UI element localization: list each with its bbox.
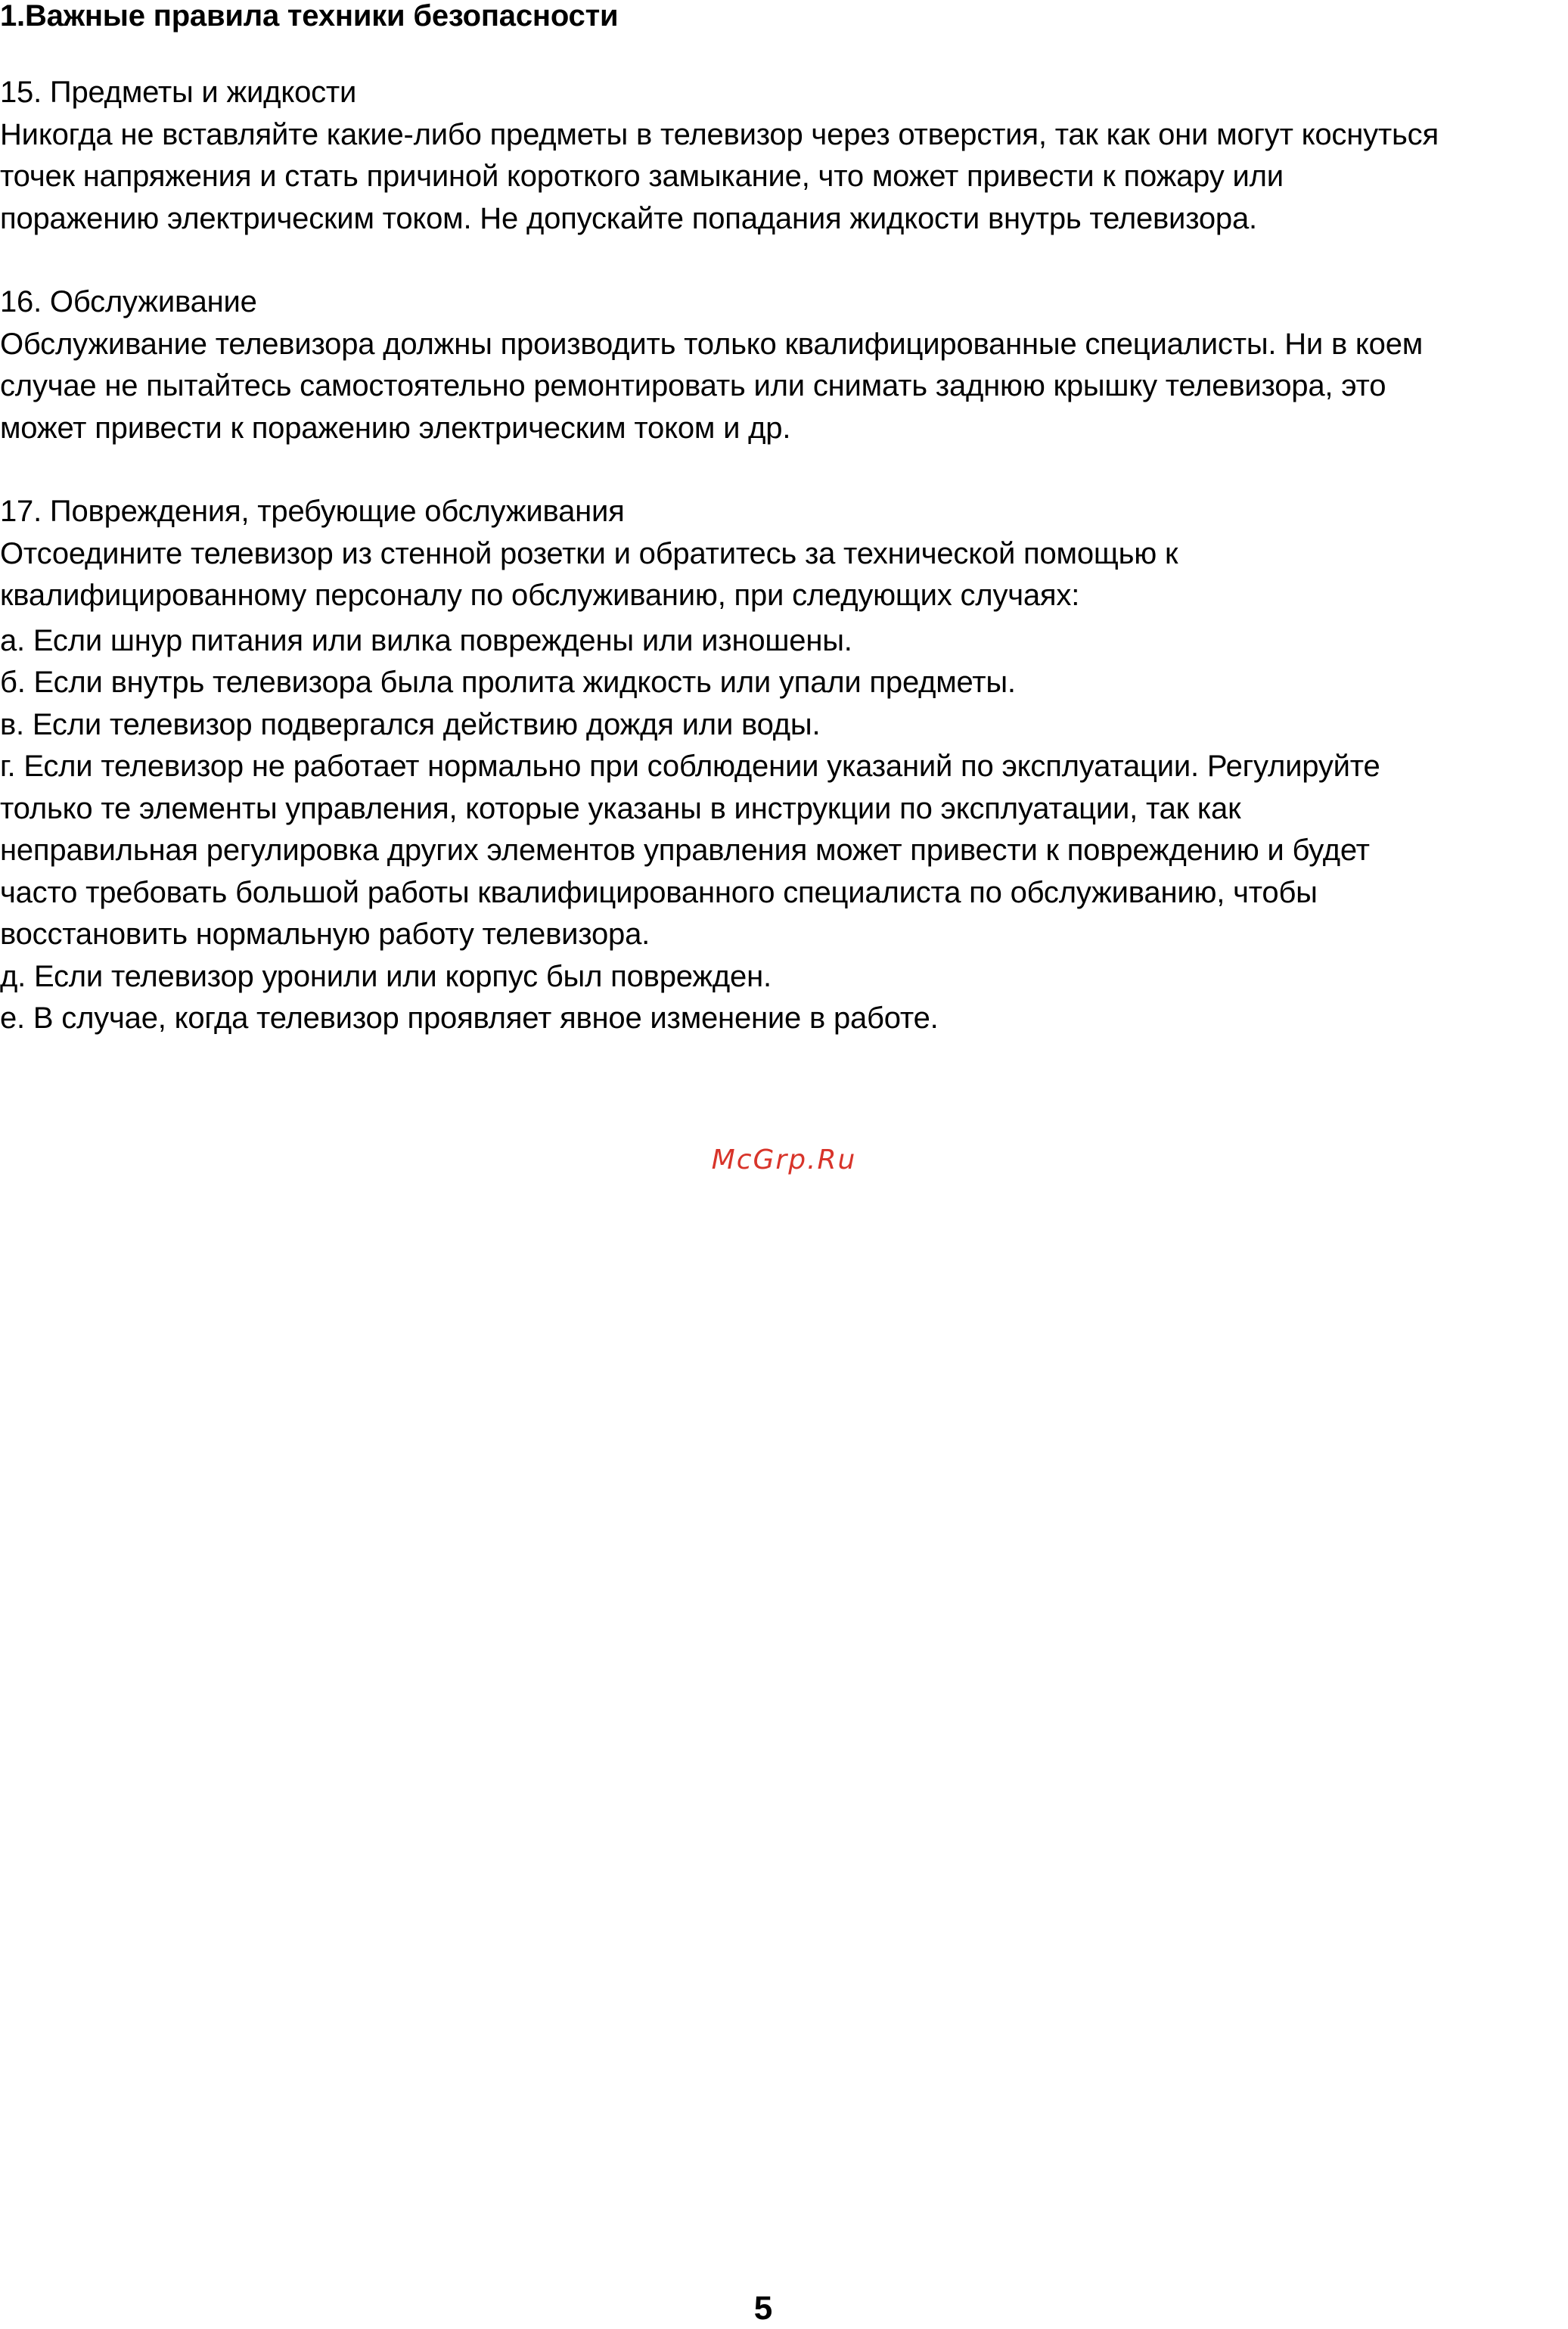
watermark-text: McGrp.Ru: [711, 1144, 857, 1175]
paragraph-line: квалифицированному персоналу по обслуживанию, при следующих случаях:: [0, 579, 1080, 612]
list-item: восстановить нормальную работу телевизора.: [0, 918, 650, 951]
section-title: 17. Повреждения, требующие обслуживания: [0, 495, 625, 528]
page-number: 5: [753, 2290, 773, 2327]
section-title: 16. Обслуживание: [0, 285, 257, 318]
list-item: д. Если телевизор уронили или корпус был поврежден.: [0, 959, 772, 993]
section-17: [0, 491, 1568, 1040]
section-title: 15. Предметы и жидкости: [0, 76, 357, 109]
list-item: б. Если внутрь телевизора была пролита жидкость или упали предметы.: [0, 666, 1016, 699]
section-16: [0, 281, 1568, 449]
conditions-list: [0, 620, 1568, 1040]
paragraph-line: Никогда не вставляйте какие-либо предметы в телевизор через отверстия, так как они могут коснуться: [0, 117, 1439, 151]
list-item: е. В случае, когда телевизор проявляет явное изменение в работе.: [0, 1001, 939, 1035]
section-15: [0, 72, 1568, 240]
list-item: г. Если телевизор не работает нормально при соблюдении указаний по эксплуатации. Регулируйте: [0, 750, 1380, 783]
paragraph-line: Отсоедините телевизор из стенной розетки и обратитесь за технической помощью к: [0, 536, 1178, 570]
page-heading: 1.Важные правила техники безопасности: [0, 0, 619, 33]
paragraph-line: точек напряжения и стать причиной короткого замыкание, что может привести к пожару или: [0, 160, 1284, 193]
list-item: только те элементы управления, которые указаны в инструкции по эксплуатации, так как: [0, 791, 1241, 825]
list-item: неправильная регулировка других элементов управления может привести к повреждению и будет: [0, 834, 1370, 867]
list-item: а. Если шнур питания или вилка повреждены или изношены.: [0, 623, 852, 657]
paragraph-line: случае не пытайтесь самостоятельно ремонтировать или снимать заднюю крышку телевизора, это: [0, 369, 1386, 402]
list-item: часто требовать большой работы квалифицированного специалиста по обслуживанию, чтобы: [0, 875, 1318, 909]
paragraph-line: Обслуживание телевизора должны производить только квалифицированные специалисты. Ни в коем: [0, 327, 1424, 361]
document-content: [0, 0, 1568, 1040]
paragraph-line: может привести к поражению электрическим током и др.: [0, 411, 791, 445]
list-item: в. Если телевизор подвергался действию дождя или воды.: [0, 707, 821, 741]
paragraph-line: поражению электрическим током. Не допускайте попадания жидкости внутрь телевизора.: [0, 201, 1257, 235]
